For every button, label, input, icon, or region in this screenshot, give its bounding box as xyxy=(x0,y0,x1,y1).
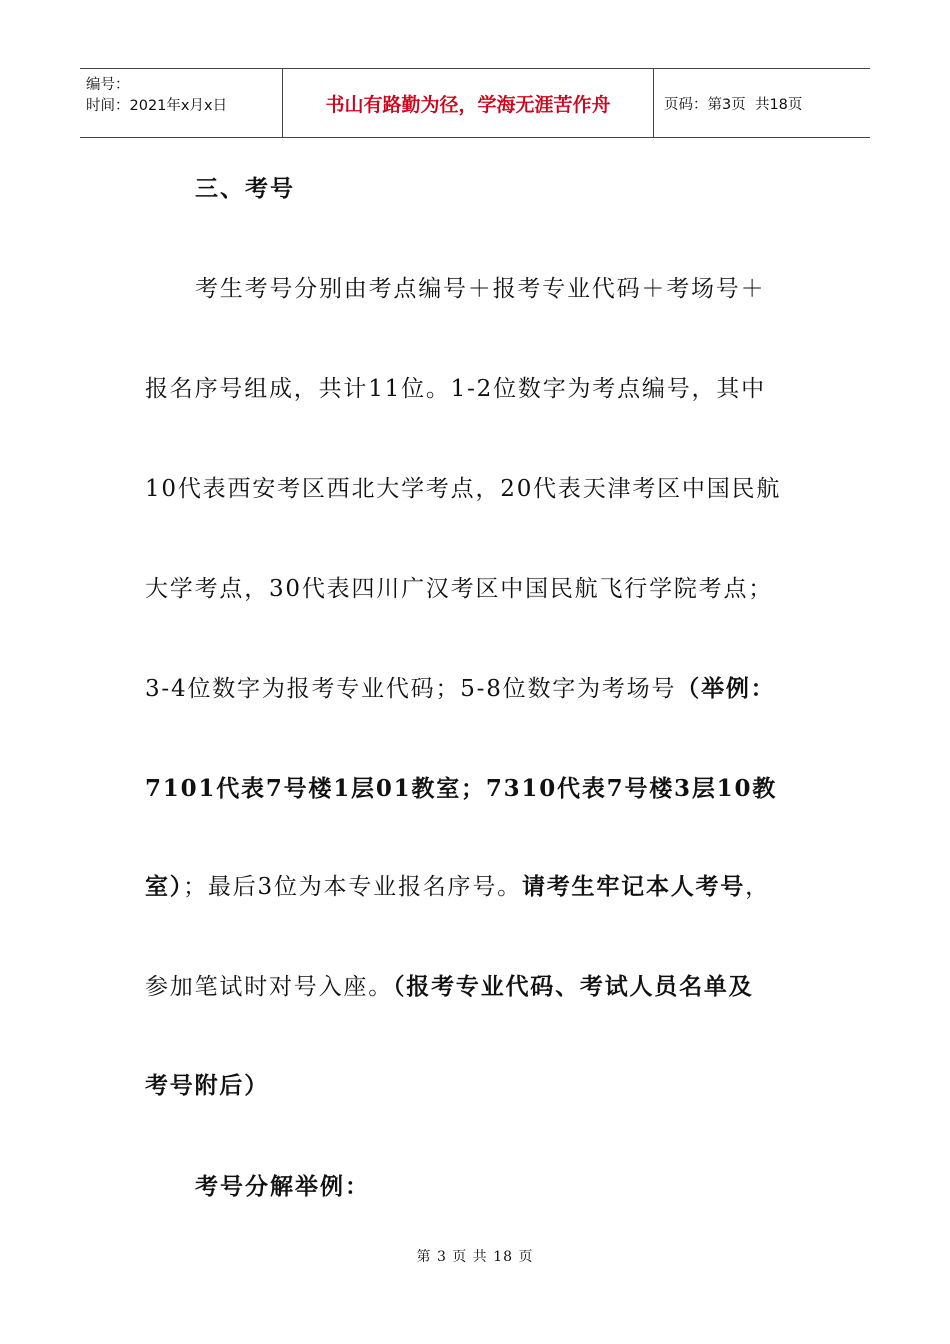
example-subheading: 考号分解举例： xyxy=(195,1173,370,1200)
paragraph-line-8 xyxy=(145,968,754,1001)
paragraph-line-9 xyxy=(145,1067,269,1100)
text-run: 考号附后） xyxy=(145,1072,269,1099)
paragraph-line-1 xyxy=(195,270,765,303)
header-code-label: 编号： xyxy=(86,77,130,93)
paragraph-line-5 xyxy=(145,670,775,703)
paragraph-line-4 xyxy=(145,570,773,603)
header-page-label: 页码：第3页 共18页 xyxy=(664,96,803,113)
text-run: 大学考点，30代表四川广汉考区中国民航飞行学院考点； xyxy=(145,576,774,602)
page-footer: 第 3 页 共 18 页 xyxy=(416,1249,534,1265)
header-meta xyxy=(80,69,282,137)
header-time-label: 时间：2021年x月x日 xyxy=(86,98,228,114)
text-run: （报考专业代码、考试人员名单及 xyxy=(393,973,754,1000)
text-run: 参加笔试时对号入座。 xyxy=(145,974,393,1000)
text-run: 考生考号分别由考点编号＋报考专业代码＋考场号＋ xyxy=(195,276,766,302)
header-motto: 书山有路勤为径，学海无涯苦作舟 xyxy=(282,69,654,137)
text-run: 报名序号组成，共计11位。1-2位数字为考点编号，其中 xyxy=(145,376,766,402)
paragraph-line-6 xyxy=(145,770,777,803)
text-run: 室） xyxy=(145,873,184,900)
header-page-info xyxy=(654,69,870,137)
section-heading: 三、考号 xyxy=(195,175,295,202)
text-run: 7101代表7号楼1层01教室；7310代表7号楼3层10教 xyxy=(145,775,778,802)
text-run: ， xyxy=(745,874,770,900)
text-run: 请考生牢记本人考号 xyxy=(521,873,746,900)
text-run: 10代表西安考区西北大学考点，20代表天津考区中国民航 xyxy=(145,476,782,502)
paragraph-line-7 xyxy=(145,868,770,901)
page-header xyxy=(80,68,870,138)
text-run: （举例： xyxy=(676,675,776,702)
paragraph-line-3 xyxy=(145,470,781,503)
paragraph-line-2 xyxy=(145,370,766,403)
text-run: 3-4位数字为报考专业代码；5-8位数字为考场号 xyxy=(145,676,677,702)
text-run: ；最后3位为本专业报名序号。 xyxy=(183,874,522,900)
